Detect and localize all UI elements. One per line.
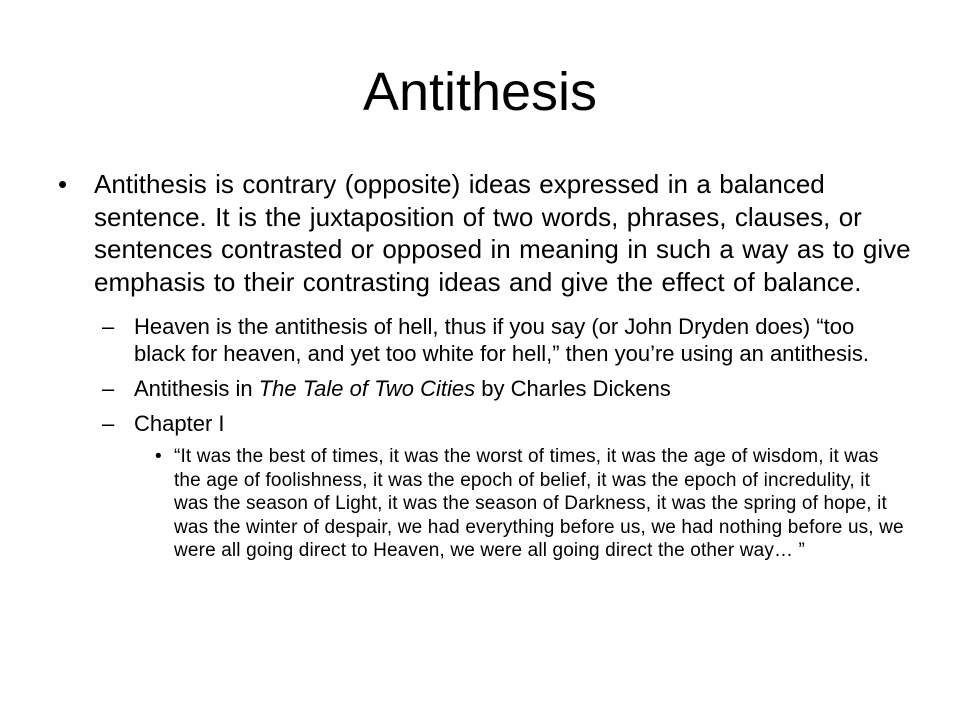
- sub-bullet-suffix: by Charles Dickens: [475, 376, 671, 401]
- slide-body: [0, 168, 960, 563]
- sub-bullet-text: Chapter I: [134, 411, 225, 436]
- dash-marker: –: [102, 411, 115, 436]
- sub-bullet-prefix: Antithesis in: [134, 376, 259, 401]
- sub-bullet-heaven: [102, 313, 874, 367]
- sub-bullet-chapter: [102, 410, 874, 437]
- sub-bullet-text: Heaven is the antithesis of hell, thus if you say (or John Dryden does) “too black for heaven, and yet too white for hell,” then you’re using an antithesis.: [134, 314, 869, 366]
- slide-title: Antithesis: [362, 62, 598, 122]
- book-title: The Tale of Two Cities: [258, 376, 476, 401]
- bullet-marker: •: [58, 169, 68, 199]
- quote-text: “It was the best of times, it was the worst of times, it was the age of wisdom, it was the age of foolishness, it was the epoch of belief, it was the epoch of incredulity, it was the season of Light, it was the season of Darkness, it was the spring of hope, it was the winter of despair, we had everything before us, we had nothing before us, we were all going direct to Heaven, we were all going direct the other way… ”: [174, 446, 904, 561]
- main-bullet-text: Antithesis is contrary (opposite) ideas expressed in a balanced sentence. It is the juxtaposition of two words, phrases, clauses, or sentences contrasted or opposed in meaning in such a way as to give emphasis to their contrasting ideas and give the effect of balance.: [94, 169, 911, 297]
- dash-marker: –: [102, 314, 115, 339]
- quote-bullet: [155, 445, 904, 563]
- dash-marker: –: [102, 376, 115, 401]
- sub-bullet-dickens: [102, 375, 874, 402]
- main-bullet: [58, 168, 914, 298]
- bullet-marker: •: [155, 446, 162, 467]
